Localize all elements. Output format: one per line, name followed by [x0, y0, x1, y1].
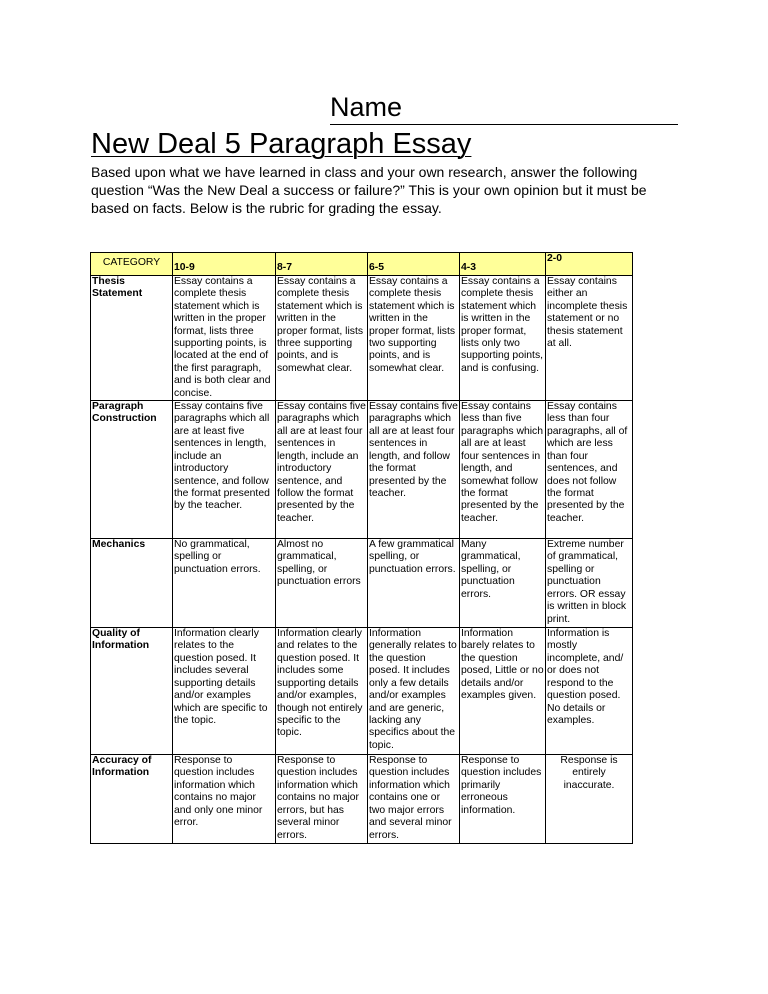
rubric-cell: Essay contains a complete thesis statement which is written in the proper format, lists three supporting points, and is somewhat clear. [276, 276, 368, 401]
rubric-cell: Essay contains less than five paragraphs which all are at least four sentences in length, and somewhat follow the format presented by the teacher. [460, 401, 546, 539]
header-category: CATEGORY [91, 253, 173, 276]
rubric-cell: Essay contains a complete thesis statement which is written in the proper format, lists two supporting points, and is somewhat clear. [368, 276, 460, 401]
rubric-cell: Response is entirely inaccurate. [546, 755, 633, 844]
rubric-cell: Many grammatical, spelling, or punctuation errors. [460, 539, 546, 628]
rubric-row-quality-of-information [91, 628, 633, 755]
row-category: Accuracy of Information [91, 755, 173, 844]
header-score-6-5: 6-5 [368, 253, 460, 276]
rubric-cell: Essay contains either an incomplete thesis statement or no thesis statement at all. [546, 276, 633, 401]
rubric-cell: No grammatical, spelling or punctuation errors. [173, 539, 276, 628]
rubric-row-paragraph-construction [91, 401, 633, 539]
rubric-cell: Essay contains five paragraphs which all are at least four sentences in length, include an introductory sentence, and follow the format presented by the teacher. [276, 401, 368, 539]
rubric-cell: Essay contains a complete thesis statement which is written in the proper format, lists only two supporting points, and is confusing. [460, 276, 546, 401]
name-label: Name [330, 92, 403, 122]
page-title: New Deal 5 Paragraph Essay [91, 128, 472, 160]
rubric-cell: Response to question includes information which contains no major and only one minor error. [173, 755, 276, 844]
rubric-cell: Information clearly and relates to the question posed. It includes some supporting details and/or examples, though not entirely specific to the topic. [276, 628, 368, 755]
header-score-4-3: 4-3 [460, 253, 546, 276]
row-category: Quality of Information [91, 628, 173, 755]
row-category: Thesis Statement [91, 276, 173, 401]
rubric-cell: Response to question includes information which contains no major errors, but has several minor errors. [276, 755, 368, 844]
rubric-cell: Essay contains five paragraphs which all are at least four sentences in length, and follow the format presented by the teacher. [368, 401, 460, 539]
rubric-cell: Information generally relates to the question posed. It includes only a few details and/or examples and are generic, lacking any specifics about the topic. [368, 628, 460, 755]
rubric-row-accuracy-of-information [91, 755, 633, 844]
rubric-table [90, 252, 633, 844]
name-line[interactable] [330, 92, 678, 125]
rubric-header-row [91, 253, 633, 276]
rubric-cell: Information barely relates to the question posed, Little or no details and/or examples given. [460, 628, 546, 755]
rubric-cell: Essay contains five paragraphs which all are at least five sentences in length, include an introductory sentence, and follow the format presented by the teacher. [173, 401, 276, 539]
intro-paragraph: Based upon what we have learned in class and your own research, answer the following question “Was the New Deal a success or failure?” This is your own opinion but it must be based on facts. Below is the rubric for grading the essay. [91, 164, 647, 216]
rubric-cell: Extreme number of grammatical, spelling or punctuation errors. OR essay is written in block print. [546, 539, 633, 628]
header-score-10-9: 10-9 [173, 253, 276, 276]
rubric-cell: Essay contains less than four paragraphs, all of which are less than four sentences, and does not follow the format presented by the teacher. [546, 401, 633, 539]
rubric-cell: Almost no grammatical, spelling, or punctuation errors [276, 539, 368, 628]
row-category: Mechanics [91, 539, 173, 628]
rubric-cell: Response to question includes information which contains one or two major errors and several minor errors. [368, 755, 460, 844]
rubric-cell: Information clearly relates to the question posed. It includes several supporting details and/or examples which are specific to the topic. [173, 628, 276, 755]
header-score-2-0: 2-0 [546, 253, 633, 276]
rubric-row-thesis-statement [91, 276, 633, 401]
rubric-cell: Response to question includes primarily erroneous information. [460, 755, 546, 844]
rubric-cell: Essay contains a complete thesis statement which is written in the proper format, lists three supporting points, is located at the end of the first paragraph, and is both clear and concise. [173, 276, 276, 401]
row-category: Paragraph Construction [91, 401, 173, 539]
rubric-cell: A few grammatical spelling, or punctuation errors. [368, 539, 460, 628]
rubric-cell: Information is mostly incomplete, and/ or does not respond to the question posed. No details or examples. [546, 628, 633, 755]
header-score-8-7: 8-7 [276, 253, 368, 276]
rubric-row-mechanics [91, 539, 633, 628]
